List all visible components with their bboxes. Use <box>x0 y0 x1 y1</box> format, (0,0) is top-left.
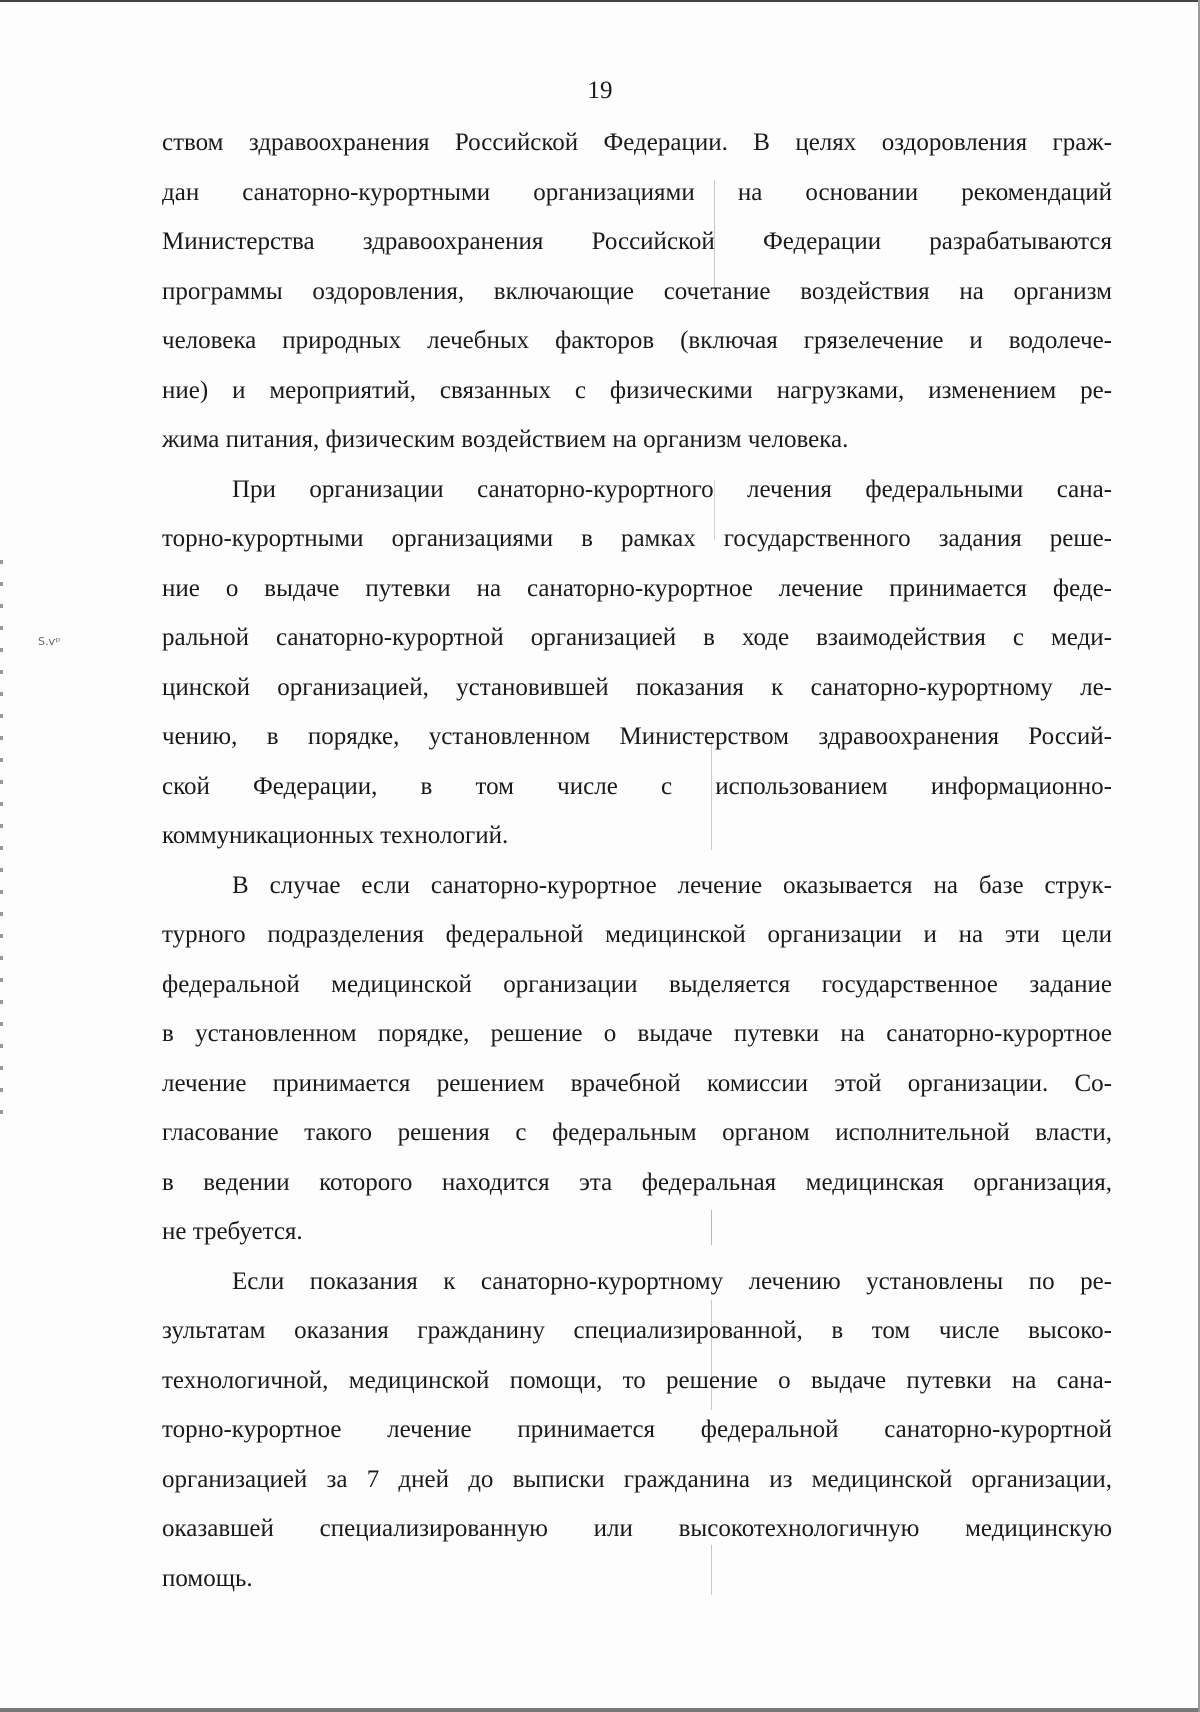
text-line: торно-курортное лечение принимается федеральной санаторно-курортной <box>162 1416 1112 1443</box>
scan-edge-bottom <box>0 1708 1200 1712</box>
text-line: программы оздоровления, включающие сочетание воздействия на организм <box>162 277 1112 305</box>
text-line: не требуется. <box>162 1218 303 1245</box>
text-line: цинской организацией, установившей показания к санаторно-курортному ле- <box>162 673 1112 701</box>
text-line: гласование такого решения с федеральным органом исполнительной власти, <box>162 1119 1112 1146</box>
text-line: оказавшей специализированную или высокотехнологичную медицинскую <box>162 1515 1112 1542</box>
scan-edge-top <box>0 0 1200 2</box>
text-line: в ведении которого находится эта федеральная медицинская организация, <box>162 1168 1112 1196</box>
text-line: лечение принимается решением врачебной комиссии этой организации. Со- <box>162 1069 1112 1097</box>
text-line: Если показания к санаторно-курортному лечению установлены по ре- <box>232 1267 1112 1295</box>
page-number: 19 <box>587 77 613 104</box>
paragraph <box>162 118 1112 465</box>
paragraph <box>162 861 1112 1257</box>
text-line: помощь. <box>162 1564 253 1592</box>
text-line: ние) и мероприятий, связанных с физическими нагрузками, изменением ре- <box>162 376 1112 404</box>
paragraph <box>162 1257 1112 1604</box>
scan-speck: Ѕ.ѵᵖ <box>38 635 61 648</box>
paragraph <box>162 465 1112 861</box>
text-line: федеральной медицинской организации выделяется государственное задание <box>162 970 1112 998</box>
text-line: зультатам оказания гражданину специализированной, в том числе высоко- <box>162 1317 1112 1344</box>
text-line: организацией за 7 дней до выписки гражданина из медицинской организации, <box>162 1465 1112 1493</box>
text-line: дан санаторно-курортными организациями на основании рекомендаций <box>162 178 1112 206</box>
text-line: ральной санаторно-курортной организацией в ходе взаимодействия с меди- <box>162 624 1112 651</box>
text-line: ние о выдаче путевки на санаторно-курортное лечение принимается феде- <box>162 574 1112 602</box>
text-line: коммуникационных технологий. <box>162 822 509 849</box>
text-line: ской Федерации, в том числе с использованием информационно- <box>162 772 1112 800</box>
body-text <box>162 118 1112 1603</box>
text-line: торно-курортными организациями в рамках государственного задания реше- <box>162 525 1112 552</box>
text-line: В случае если санаторно-курортное лечение оказывается на базе струк- <box>232 871 1112 899</box>
text-line: жима питания, физическим воздействием на организм человека. <box>162 426 849 453</box>
text-line: турного подразделения федеральной медицинской организации и на эти цели <box>162 921 1112 948</box>
text-line: человека природных лечебных факторов (включая грязелечение и водолече- <box>162 327 1112 354</box>
text-line: При организации санаторно-курортного лечения федеральными сана- <box>232 475 1112 503</box>
text-line: технологичной, медицинской помощи, то решение о выдаче путевки на сана- <box>162 1366 1112 1394</box>
margin-binding-marks <box>0 560 3 1120</box>
text-line: в установленном порядке, решение о выдаче путевки на санаторно-курортное <box>162 1020 1112 1047</box>
text-line: ством здравоохранения Российской Федерации. В целях оздоровления граж- <box>162 129 1112 156</box>
text-line: чению, в порядке, установленном Министерством здравоохранения Россий- <box>162 723 1112 750</box>
text-line: Министерства здравоохранения Российской Федерации разрабатываются <box>162 228 1112 255</box>
